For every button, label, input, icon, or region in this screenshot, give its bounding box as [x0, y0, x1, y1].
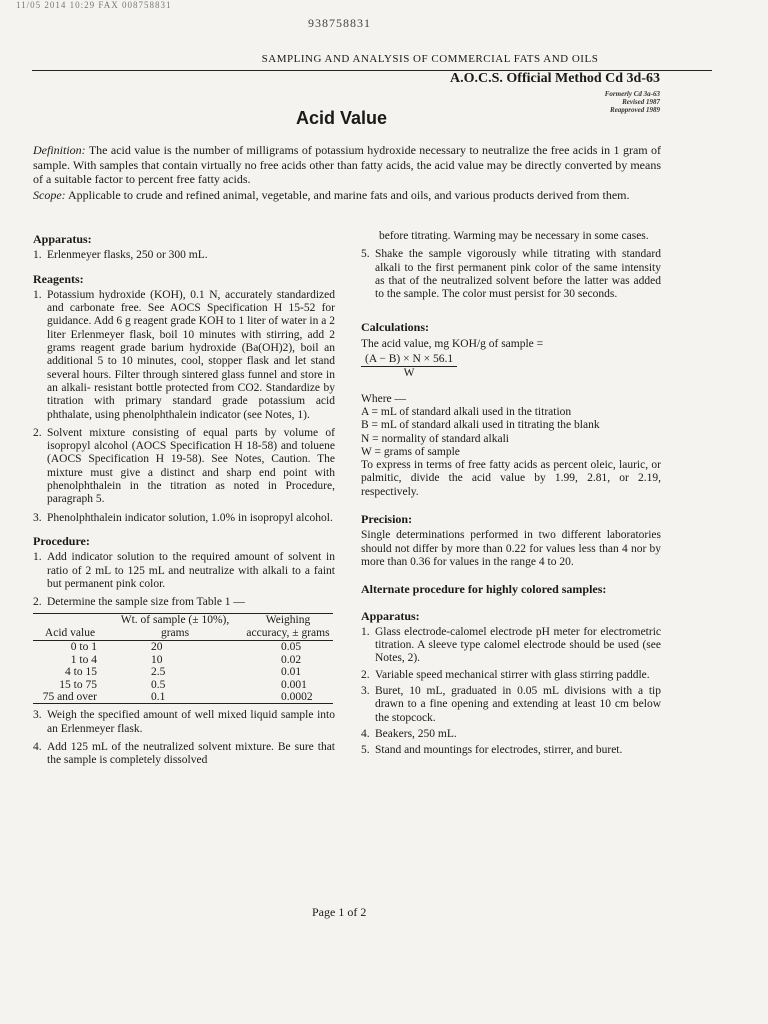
apparatus-heading: Apparatus:	[33, 232, 92, 246]
definition-a: A = mL of standard alkali used in the titration	[361, 405, 572, 418]
table-row	[33, 641, 333, 654]
alternate-apparatus-item: 5. Stand and mountings for electrodes, stirrer, and buret.	[361, 744, 623, 757]
formerly-line: Formerly Cd 3a-63	[604, 90, 660, 98]
sample-size-table	[33, 613, 333, 704]
scope-text: Applicable to crude and refined animal, vegetable, and marine fats and oils, and various products derived from them.	[68, 187, 630, 202]
definition-paragraph	[33, 143, 661, 187]
table-cell: 0.01	[281, 666, 302, 679]
definition-text: The acid value is the number of milligrams of potassium hydroxide necessary to neutralize the free acids in 1 gram of sample. With samples that contain virtually no free acids other than fatty acids, the acid value may be directly converted by means of a suitable factor to percent free fatty acids.	[33, 143, 661, 186]
table-cell: 1 to 4	[70, 653, 97, 666]
revision-history	[560, 90, 660, 114]
table-row	[33, 679, 333, 691]
precision-text: Single determinations performed in two different laboratories should not differ by more than 0.22 for values less than 4 nor by more than 0.36 for values in the range 4 to 20.	[361, 529, 661, 568]
method-number: A.O.C.S. Official Method Cd 3d-63	[450, 71, 660, 86]
definition-label: Definition:	[33, 143, 86, 157]
alternate-apparatus-item: 1. Glass electrode-calomel electrode pH meter for electrometric titration. A sleeve type calomel electrode should be used (see Notes, 2).	[361, 625, 661, 665]
procedure-heading: Procedure:	[33, 533, 90, 548]
procedure-item: 5. Shake the sample vigorously while titrating with standard alkali to the first permanent pink color of the same intensity as that of the neutralized solvent before the latter was added to the sample. The color must persist for 30 seconds.	[361, 248, 661, 301]
definition-b: B = mL of standard alkali used in titrating the blank	[361, 419, 600, 432]
alternate-apparatus-heading: Apparatus:	[361, 608, 420, 623]
express-paragraph: To express in terms of free fatty acids as percent oleic, lauric, or palmitic, divide the acid value by 1.99, 2.81, or 2.19, respectively.	[361, 459, 661, 498]
table-row	[33, 666, 333, 678]
precision-heading: Precision:	[361, 512, 413, 527]
table-cell: 20	[151, 641, 163, 654]
where-label: Where —	[361, 392, 407, 405]
right-column	[361, 230, 661, 761]
table-cell: 0.001	[281, 678, 307, 691]
reagent-item: 2. Solvent mixture consisting of equal parts by volume of isopropyl alcohol (AOCS Specification H 18-58) and toluene (AOCS Specification H 19-58). See Notes, Caution. The mixture must give a distinct and sharp end point with phenolphthalein in the titration as noted in Procedure, paragraph 5.	[33, 426, 335, 506]
table-header: Wt. of sample (± 10%), grams	[120, 614, 230, 640]
page-title: Acid Value	[296, 108, 388, 128]
left-column	[33, 233, 335, 768]
table-cell: 2.5	[151, 666, 166, 679]
table-cell: 0.05	[281, 641, 302, 654]
apparatus-item: 1. Erlenmeyer flasks, 250 or 300 mL.	[33, 249, 208, 262]
running-header: SAMPLING AND ANALYSIS OF COMMERCIAL FATS AND OILS	[261, 53, 599, 65]
table-row	[33, 654, 333, 666]
continued-text: before titrating. Warming may be necessary in some cases.	[379, 230, 649, 242]
table-cell: 0 to 1	[70, 641, 97, 654]
acid-value-formula	[361, 353, 661, 381]
alternate-apparatus-item: 3. Buret, 10 mL, graduated in 0.05 mL divisions with a tip drawn to a fine opening and extending at least 10 cm below the stopcock.	[361, 685, 661, 724]
table-cell: 4 to 15	[65, 666, 97, 679]
table-cell: 0.5	[151, 678, 166, 691]
scope-label: Scope:	[33, 187, 66, 202]
intro-section	[33, 143, 661, 203]
table-cell: 0.0002	[281, 691, 313, 704]
table-cell: 0.1	[151, 691, 166, 704]
alternate-procedure-heading: Alternate procedure for highly colored samples:	[361, 582, 607, 597]
table-header-row	[33, 614, 333, 641]
definition-n: N = normality of standard alkali	[361, 432, 509, 445]
alternate-apparatus-item: 2. Variable speed mechanical stirrer with glass stirring paddle.	[361, 668, 650, 681]
table-row	[33, 691, 333, 704]
calculations-heading: Calculations:	[361, 320, 430, 335]
table-header: Weighing accuracy, ± grams	[246, 614, 330, 640]
table-cell: 75 and over	[42, 691, 97, 704]
fax-number: 938758831	[308, 16, 371, 30]
revised-line: Revised 1987	[622, 98, 660, 106]
fax-header-line: 11/05 2014 10:29 FAX 008758831	[16, 0, 172, 10]
formula-denominator: W	[403, 367, 415, 380]
procedure-item: 2. Determine the sample size from Table 1 —	[33, 596, 245, 609]
reagent-item: 3. Phenolphthalein indicator solution, 1.0% in isopropyl alcohol.	[33, 511, 333, 524]
table-cell: 10	[151, 653, 163, 666]
table-header: Acid value	[44, 627, 96, 640]
alternate-apparatus-item: 4. Beakers, 250 mL.	[361, 727, 457, 740]
table-cell: 15 to 75	[59, 678, 97, 691]
procedure-item: 4. Add 125 mL of the neutralized solvent mixture. Be sure that the sample is completely dissolved	[33, 741, 335, 767]
procedure-item: 1. Add indicator solution to the required amount of solvent in ratio of 2 mL to 125 mL and neutralize with alkali to a faint but permanent pink color.	[33, 551, 335, 590]
procedure-item: 3. Weigh the specified amount of well mixed liquid sample into an Erlenmeyer flask.	[33, 709, 335, 735]
definition-w: W = grams of sample	[361, 445, 460, 458]
formula-numerator: (A − B) × N × 56.1	[361, 353, 457, 367]
reagent-item: 1. Potassium hydroxide (KOH), 0.1 N, accurately standardized and carbonate free. See AOCS Specification H 15-52 for guidance. Add 6 g reagent grade KOH to 1 liter of water in a 2 liter Erlenmeyer flask, boil 10 minutes with stirring, add 2 grams reagent grade barium hydroxide (Ba(OH)2), boil an additional 5 to 10 minutes, cool, stopper flask and let stand several hours. Filter through sintered glass funnel and store in an alkali- resistant bottle protected from CO2. Standardize by titration with primary standard grade potassium acid phthalate, using phenolphthalein indicator (see Notes, 1).	[33, 288, 335, 421]
page-number: Page 1 of 2	[312, 905, 367, 919]
reapproved-line: Reapproved 1989	[610, 106, 660, 114]
reagents-heading: Reagents:	[33, 271, 84, 286]
table-cell: 0.02	[281, 653, 302, 666]
calculation-intro: The acid value, mg KOH/g of sample =	[361, 337, 544, 350]
scope-paragraph	[33, 188, 661, 203]
